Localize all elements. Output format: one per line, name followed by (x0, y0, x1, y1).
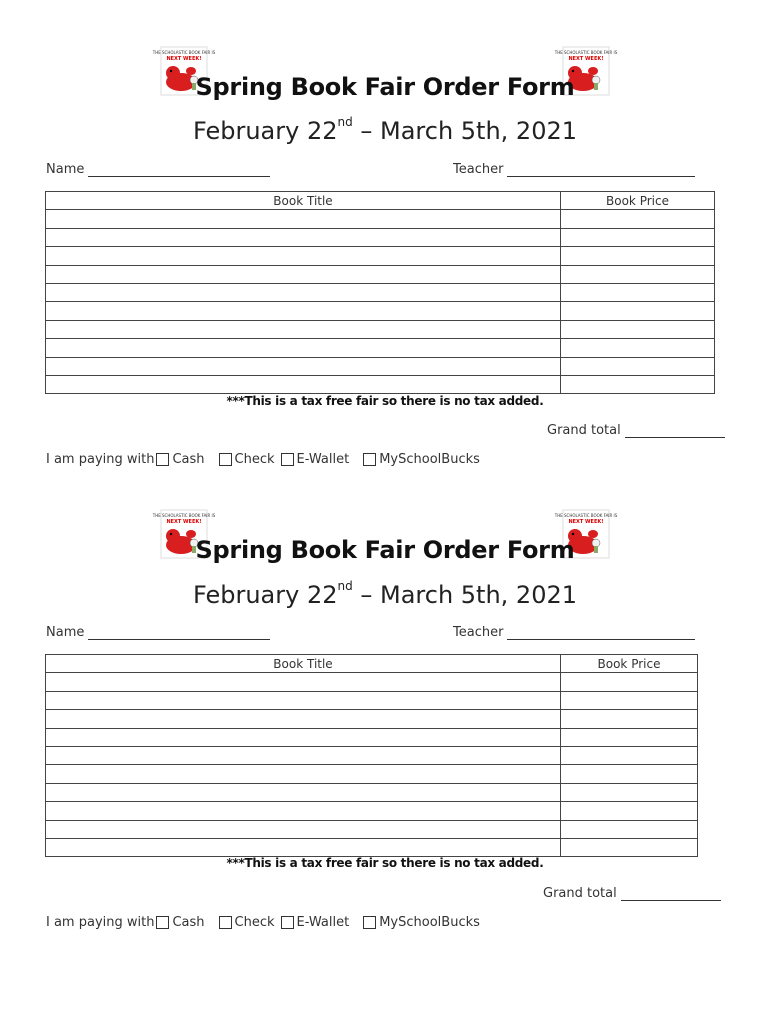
table-row[interactable] (46, 838, 698, 856)
svg-text:NEXT WEEK!: NEXT WEEK! (568, 56, 604, 62)
price-cell[interactable] (561, 820, 698, 838)
title-cell[interactable] (46, 320, 561, 338)
table-row[interactable] (46, 228, 715, 246)
myschoolbucks-label: MySchoolBucks (379, 452, 480, 467)
svg-text:NEXT WEEK!: NEXT WEEK! (166, 519, 202, 525)
option-ewallet[interactable] (281, 915, 350, 930)
title-cell[interactable] (46, 283, 561, 301)
title-cell[interactable] (46, 746, 561, 764)
ewallet-label: E-Wallet (296, 452, 350, 467)
cash-checkbox[interactable] (156, 916, 169, 929)
price-cell[interactable] (561, 838, 698, 856)
price-cell[interactable] (561, 210, 715, 228)
check-checkbox[interactable] (219, 916, 232, 929)
title-cell[interactable] (46, 339, 561, 357)
title-cell[interactable] (46, 802, 561, 820)
option-cash[interactable] (156, 915, 204, 930)
table-row[interactable] (46, 283, 715, 301)
fair-dates (0, 581, 770, 609)
table-row[interactable] (46, 210, 715, 228)
table-row[interactable] (46, 357, 715, 375)
grand-total-line[interactable] (621, 888, 721, 901)
title-cell[interactable] (46, 728, 561, 746)
table-row[interactable] (46, 765, 698, 783)
order-table (45, 191, 715, 394)
date-start: February 22 (192, 117, 338, 145)
payment-options (46, 915, 480, 930)
teacher-line[interactable] (507, 164, 695, 177)
date-end: – March 5th, 2021 (352, 581, 578, 609)
option-check[interactable] (219, 915, 275, 930)
price-cell[interactable] (561, 357, 715, 375)
grand-total-field[interactable] (547, 423, 725, 438)
teacher-label: Teacher (453, 162, 504, 177)
title-cell[interactable] (46, 691, 561, 709)
price-cell[interactable] (561, 802, 698, 820)
price-cell[interactable] (561, 710, 698, 728)
name-label: Name (46, 625, 85, 640)
myschoolbucks-checkbox[interactable] (363, 916, 376, 929)
fair-dates (0, 117, 770, 145)
name-line[interactable] (88, 164, 270, 177)
table-row[interactable] (46, 302, 715, 320)
table-row[interactable] (46, 339, 715, 357)
ewallet-label: E-Wallet (296, 915, 350, 930)
name-field[interactable] (46, 162, 270, 177)
grand-total-label: Grand total (547, 423, 621, 438)
date-start: February 22 (192, 581, 338, 609)
paying-label: I am paying with (46, 452, 155, 467)
grand-total-field[interactable] (543, 886, 721, 901)
price-cell[interactable] (561, 302, 715, 320)
price-cell[interactable] (561, 228, 715, 246)
table-row[interactable] (46, 265, 715, 283)
paying-label: I am paying with (46, 915, 155, 930)
date-suffix: nd (337, 579, 353, 593)
title-cell[interactable] (46, 302, 561, 320)
title-cell[interactable] (46, 228, 561, 246)
date-suffix: nd (337, 115, 353, 129)
book-title-header: Book Title (46, 192, 561, 210)
book-title-header: Book Title (46, 655, 561, 673)
price-cell[interactable] (561, 339, 715, 357)
svg-text:THE SCHOLASTIC BOOK FAIR IS: THE SCHOLASTIC BOOK FAIR IS (152, 50, 216, 55)
order-table (45, 654, 698, 857)
teacher-line[interactable] (507, 627, 695, 640)
title-cell[interactable] (46, 265, 561, 283)
name-line[interactable] (88, 627, 270, 640)
title-cell[interactable] (46, 765, 561, 783)
table-row[interactable] (46, 783, 698, 801)
check-label: Check (234, 452, 275, 467)
price-cell[interactable] (561, 673, 698, 691)
title-cell[interactable] (46, 357, 561, 375)
price-cell[interactable] (561, 265, 715, 283)
table-row[interactable] (46, 802, 698, 820)
title-cell[interactable] (46, 783, 561, 801)
title-cell[interactable] (46, 710, 561, 728)
svg-text:THE SCHOLASTIC BOOK FAIR IS: THE SCHOLASTIC BOOK FAIR IS (152, 513, 216, 518)
check-label: Check (234, 915, 275, 930)
title-cell[interactable] (46, 673, 561, 691)
option-myschoolbucks[interactable] (363, 915, 480, 930)
grand-total-line[interactable] (625, 425, 725, 438)
price-cell[interactable] (561, 375, 715, 393)
price-cell[interactable] (561, 783, 698, 801)
svg-text:THE SCHOLASTIC BOOK FAIR IS: THE SCHOLASTIC BOOK FAIR IS (554, 513, 618, 518)
title-cell[interactable] (46, 247, 561, 265)
order-form-2 (0, 463, 770, 943)
title-cell[interactable] (46, 820, 561, 838)
title-cell[interactable] (46, 375, 561, 393)
myschoolbucks-label: MySchoolBucks (379, 915, 480, 930)
book-price-header: Book Price (561, 192, 715, 210)
form-title: Spring Book Fair Order Form (195, 73, 575, 101)
table-row[interactable] (46, 820, 698, 838)
table-row[interactable] (46, 710, 698, 728)
table-row[interactable] (46, 673, 698, 691)
form-title: Spring Book Fair Order Form (195, 536, 575, 564)
book-price-header: Book Price (561, 655, 698, 673)
grand-total-label: Grand total (543, 886, 617, 901)
table-row[interactable] (46, 320, 715, 338)
teacher-label: Teacher (453, 625, 504, 640)
order-form-1 (0, 0, 770, 480)
price-cell[interactable] (561, 320, 715, 338)
teacher-field[interactable] (453, 625, 695, 640)
cash-label: Cash (172, 452, 205, 467)
tax-note: ***This is a tax free fair so there is no tax added. (226, 394, 544, 408)
price-cell[interactable] (561, 247, 715, 265)
price-cell[interactable] (561, 691, 698, 709)
date-end: – March 5th, 2021 (352, 117, 578, 145)
name-field[interactable] (46, 625, 270, 640)
ewallet-checkbox[interactable] (281, 916, 294, 929)
name-label: Name (46, 162, 85, 177)
title-cell[interactable] (46, 210, 561, 228)
table-row[interactable] (46, 728, 698, 746)
price-cell[interactable] (561, 283, 715, 301)
table-row[interactable] (46, 247, 715, 265)
table-row[interactable] (46, 746, 698, 764)
svg-text:NEXT WEEK!: NEXT WEEK! (568, 519, 604, 525)
title-cell[interactable] (46, 838, 561, 856)
svg-text:NEXT WEEK!: NEXT WEEK! (166, 56, 202, 62)
table-row[interactable] (46, 691, 698, 709)
price-cell[interactable] (561, 728, 698, 746)
svg-text:THE SCHOLASTIC BOOK FAIR IS: THE SCHOLASTIC BOOK FAIR IS (554, 50, 618, 55)
tax-note: ***This is a tax free fair so there is no tax added. (226, 856, 544, 870)
price-cell[interactable] (561, 765, 698, 783)
cash-label: Cash (172, 915, 205, 930)
teacher-field[interactable] (453, 162, 695, 177)
table-row[interactable] (46, 375, 715, 393)
price-cell[interactable] (561, 746, 698, 764)
